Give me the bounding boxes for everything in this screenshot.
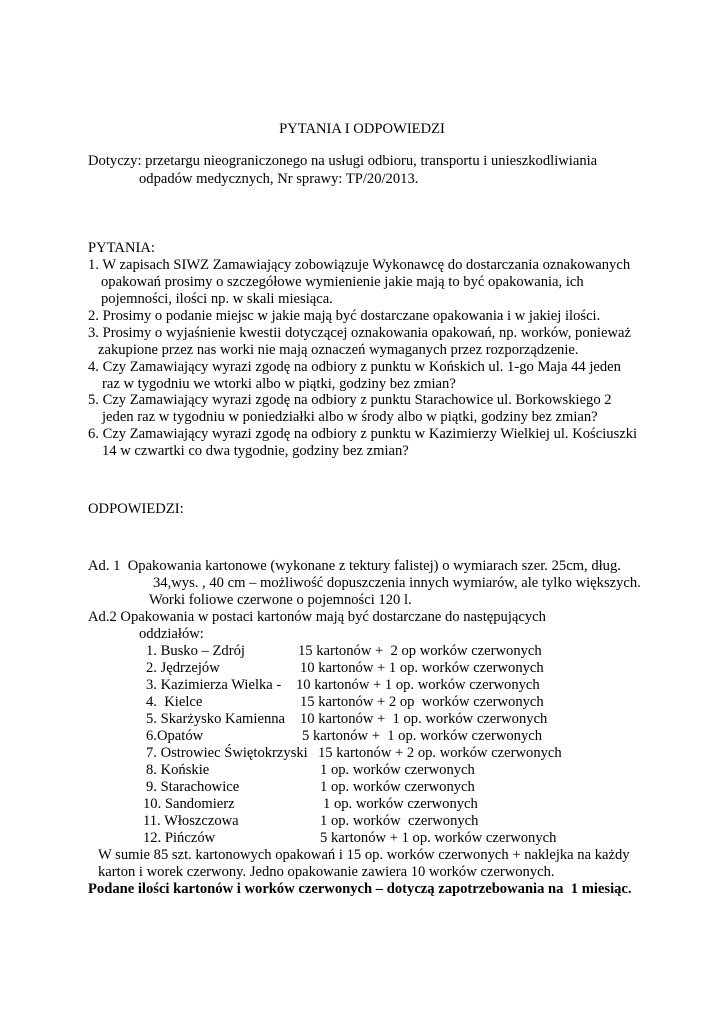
branch-name: 4. Kielce <box>146 694 203 710</box>
branch-quantity: 5 kartonów + 1 op. worków czerwonych <box>320 830 557 846</box>
final-note: Podane ilości kartonów i worków czerwonych – dotyczą zapotrzebowania na 1 miesiąc. <box>88 881 632 897</box>
question-line: 3. Prosimy o wyjaśnienie kwestii dotyczącej oznakowania opakowań, np. worków, ponieważ <box>88 325 631 341</box>
branch-quantity: 1 op. worków czerwonych <box>320 813 479 829</box>
branch-quantity: 1 op. worków czerwonych <box>323 796 478 812</box>
question-line: 5. Czy Zamawiający wyrazi zgodę na odbiory z punktu Starachowice ul. Borkowskiego 2 <box>88 392 612 408</box>
summary-line: W sumie 85 szt. kartonowych opakowań i 15 op. worków czerwonych + naklejka na każdy <box>98 847 630 863</box>
branch-name: 1. Busko – Zdrój <box>146 643 245 659</box>
subject-line-1: Dotyczy: przetargu nieograniczonego na usługi odbioru, transportu i unieszkodliwiania <box>88 153 598 169</box>
branch-name: 2. Jędrzejów <box>146 660 220 676</box>
branch-quantity: 15 kartonów + 2 op worków czerwonych <box>300 694 544 710</box>
answer-ad1-line: Ad. 1 Opakowania kartonowe (wykonane z tektury falistej) o wymiarach szer. 25cm, dług. <box>88 558 621 574</box>
answers-heading: ODPOWIEDZI: <box>88 501 184 517</box>
summary-line: karton i worek czerwony. Jedno opakowanie zawiera 10 worków czerwonych. <box>98 864 555 880</box>
question-line: opakowań prosimy o szczegółowe wymienienie jakie mają to być opakowania, ich <box>101 274 584 290</box>
branch-name: 9. Starachowice <box>146 779 240 795</box>
branch-quantity: 10 kartonów + 1 op. worków czerwonych <box>300 711 548 727</box>
branch-name: 10. Sandomierz <box>143 796 235 812</box>
branch-quantity: 5 kartonów + 1 op. worków czerwonych <box>302 728 543 744</box>
page-title: PYTANIA I ODPOWIEDZI <box>279 121 445 137</box>
answer-ad2-line: oddziałów: <box>139 626 204 642</box>
branch-name: 3. Kazimierza Wielka - <box>146 677 282 693</box>
question-line: zakupione przez nas worki nie mają oznaczeń wymaganych przez rozporządzenie. <box>98 342 579 358</box>
question-line: 2. Prosimy o podanie miejsc w jakie mają być dostarczane opakowania i w jakiej ilości. <box>88 308 601 324</box>
branch-name: 7. Ostrowiec Świętokrzyski <box>146 745 308 761</box>
branch-name: 6.Opatów <box>146 728 204 744</box>
branch-name: 8. Końskie <box>146 762 210 778</box>
branch-name: 5. Skarżysko Kamienna <box>146 711 286 727</box>
branch-quantity: 10 kartonów + 1 op. worków czerwonych <box>300 660 544 676</box>
branch-quantity: 15 kartonów + 2 op. worków czerwonych <box>318 745 562 761</box>
branch-quantity: 1 op. worków czerwonych <box>320 762 475 778</box>
subject-line-2: odpadów medycznych, Nr sprawy: TP/20/2013. <box>139 171 419 187</box>
question-line: 14 w czwartki co dwa tygodnie, godziny bez zmian? <box>102 443 409 459</box>
question-line: 4. Czy Zamawiający wyrazi zgodę na odbiory z punktu w Końskich ul. 1-go Maja 44 jeden <box>88 359 621 375</box>
question-line: jeden raz w tygodniu w poniedziałki albo w środy albo w piątki, godziny bez zmian? <box>102 409 598 425</box>
answer-ad1-line: Worki foliowe czerwone o pojemności 120 l. <box>149 592 412 608</box>
question-line: raz w tygodniu we wtorki albo w piątki, godziny bez zmian? <box>102 376 456 392</box>
branch-name: 11. Włoszczowa <box>143 813 239 829</box>
questions-heading: PYTANIA: <box>88 240 155 256</box>
branch-name: 12. Pińczów <box>143 830 216 846</box>
question-line: 6. Czy Zamawiający wyrazi zgodę na odbiory z punktu w Kazimierzy Wielkiej ul. Kościuszki <box>88 426 638 442</box>
branch-quantity: 10 kartonów + 1 op. worków czerwonych <box>296 677 540 693</box>
question-line: 1. W zapisach SIWZ Zamawiający zobowiązuje Wykonawcę do dostarczania oznakowanych <box>88 257 631 273</box>
answer-ad1-line: 34,wys. , 40 cm – możliwość dopuszczenia innych wymiarów, ale tylko większych. <box>153 575 641 591</box>
question-line: pojemności, ilości np. w skali miesiąca. <box>101 291 333 307</box>
branch-quantity: 15 kartonów + 2 op worków czerwonych <box>298 643 542 659</box>
branch-quantity: 1 op. worków czerwonych <box>320 779 475 795</box>
answer-ad2-line: Ad.2 Opakowania w postaci kartonów mają być dostarczane do następujących <box>88 609 546 625</box>
